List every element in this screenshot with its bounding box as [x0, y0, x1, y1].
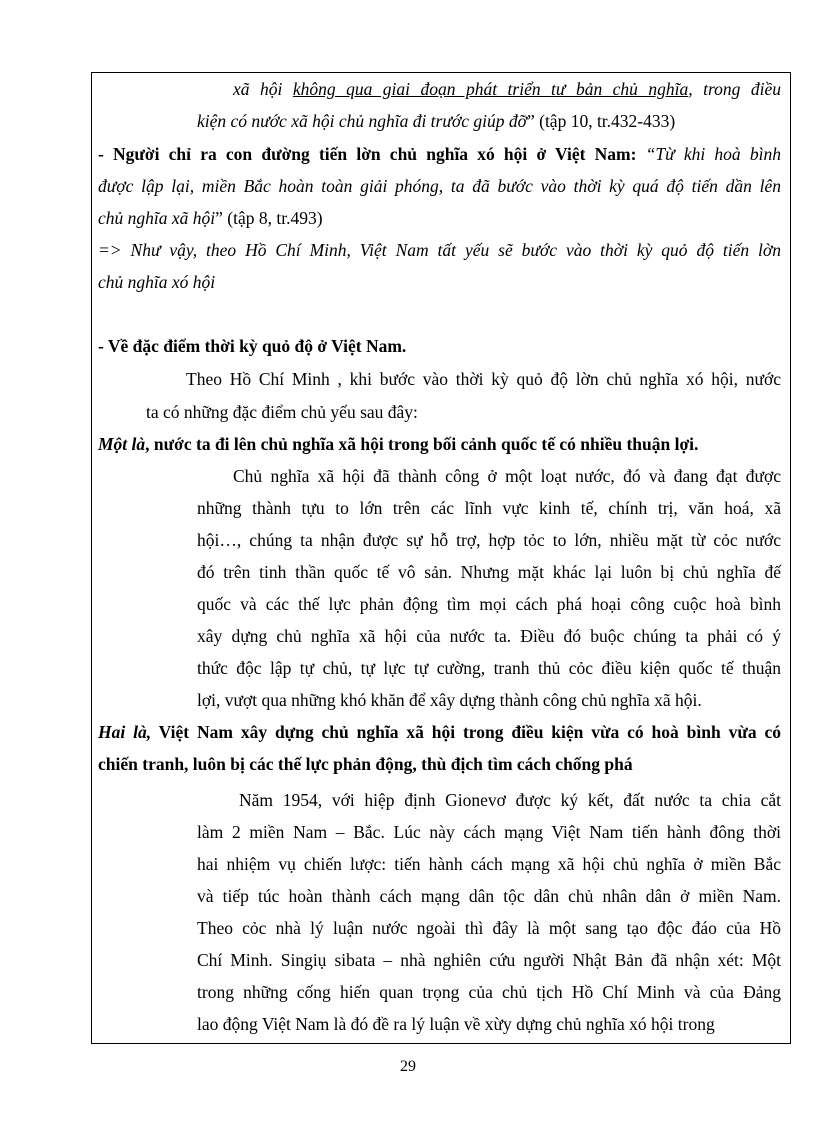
paragraph-line: lợi, vượt qua những khó khăn để xây dựng thành công chủ nghĩa xã hội.: [197, 690, 702, 710]
citation: ” (tập 10, tr.432-433): [526, 111, 676, 131]
paragraph-line: và tiếp túc hoàn thành cách mạng dân tộc dân chủ nhân dân ở miền Nam.: [197, 886, 781, 906]
conclusion-end: chủ nghĩa xó hội: [98, 272, 216, 292]
paragraph-line: Chủ nghĩa xã hội đã thành công ở một loạt nước, đó và đang đạt được: [233, 466, 781, 486]
paragraph-line: xây dựng chủ nghĩa xã hội của nước ta. Điều đó buộc chúng ta phải có ý: [197, 626, 781, 646]
subheading-two-cont: chiến tranh, luôn bị các thế lực phản động, thù địch tìm cách chống phá: [98, 754, 633, 774]
quote-end-line: [98, 208, 323, 228]
subheading-text: Việt Nam xây dựng chủ nghĩa xã hội trong điều kiện vừa có hoà bình vừa có: [151, 722, 781, 742]
ordinal-label: Một là: [98, 434, 146, 454]
quote-text: chủ nghĩa xã hội: [98, 208, 216, 228]
paragraph-line: trong những cống hiến quan trọng của chủ tịch Hồ Chí Minh và của Đảng: [197, 982, 781, 1002]
quote-text: xã hội: [233, 79, 293, 99]
paragraph-line: Chí Minh. Singiụ sibata – nhà nghiên cứu người Nhật Bản đã nhận xét: Một: [197, 950, 781, 970]
paragraph-line: đó trên tinh thần quốc tế vô sản. Nhưng mặt khác lại luôn bị chủ nghĩa đế: [197, 562, 781, 582]
paragraph-line: thức độc lập tự chủ, tự lực tự cường, tranh thủ cỏc điều kiện quốc tế thuận: [197, 658, 781, 678]
paragraph-line: ta có những đặc điểm chủ yếu sau đây:: [146, 402, 418, 422]
paragraph-line: Theo cỏc nhà lý luận nước ngoài thì đây là một sang tạo độc đáo của Hồ: [197, 918, 781, 938]
quote-line-1: [233, 79, 781, 99]
paragraph-line: những thành tựu to lớn trên các lĩnh vực kinh tế, chính trị, văn hoá, xã: [197, 498, 781, 518]
paragraph-line: quốc và các thế lực phản động tìm mọi cách phá hoại công cuộc hoà bình: [197, 594, 781, 614]
quote-text: , trong điều: [688, 79, 781, 99]
quote-start: “Từ khi hoà bình: [636, 144, 781, 164]
bold-lead: - Người chỉ ra con đường tiến lờn chủ nghĩa xó hội ở Việt Nam:: [98, 144, 637, 164]
subheading-two: [98, 722, 781, 742]
quote-text: kiện có nước xã hội chủ nghĩa đi trước giúp đỡ: [197, 111, 527, 131]
paragraph-line: lao động Việt Nam là đó đề ra lý luận về xừy dựng chủ nghĩa xó hội trong: [197, 1014, 715, 1034]
citation: ” (tập 8, tr.493): [215, 208, 323, 228]
paragraph-line: Theo Hồ Chí Minh , khi bước vào thời kỳ quỏ độ lờn chủ nghĩa xó hội, nước: [186, 369, 781, 389]
paragraph-line: hội…, chúng ta nhận được sự hỗ trợ, hợp tỏc to lớn, nhiều mặt từ cỏc nước: [197, 530, 781, 550]
page-number: 29: [400, 1058, 416, 1075]
conclusion-line: => Như vậy, theo Hồ Chí Minh, Việt Nam tất yếu sẽ bước vào thời kỳ quỏ độ tiến lờn: [98, 240, 781, 260]
heading-path: [98, 144, 781, 164]
quote-line: được lập lại, miền Bắc hoàn toàn giải phóng, ta đã bước vào thời kỳ quá độ tiến dần lên: [98, 176, 781, 196]
quote-line-2: [197, 111, 675, 131]
subheading-one: [98, 434, 698, 454]
paragraph-line: làm 2 miền Nam – Bắc. Lúc này cách mạng Việt Nam tiến hành đông thời: [197, 822, 781, 842]
subheading-text: , nước ta đi lên chủ nghĩa xã hội trong bối cảnh quốc tế có nhiều thuận lợi.: [145, 434, 699, 454]
ordinal-label: Hai là,: [98, 722, 152, 742]
paragraph-line: hai nhiệm vụ chiến lược: tiến hành cách mạng xã hội chủ nghĩa ở miền Bắc: [197, 854, 781, 874]
section-heading: - Về đặc điểm thời kỳ quỏ độ ở Việt Nam.: [98, 336, 407, 356]
underlined-phrase: không qua giai đoạn phát triển tư bản chủ nghĩa: [292, 79, 689, 99]
paragraph-line: Năm 1954, với hiệp định Gionevơ được ký kết, đất nước ta chia cắt: [239, 790, 781, 810]
